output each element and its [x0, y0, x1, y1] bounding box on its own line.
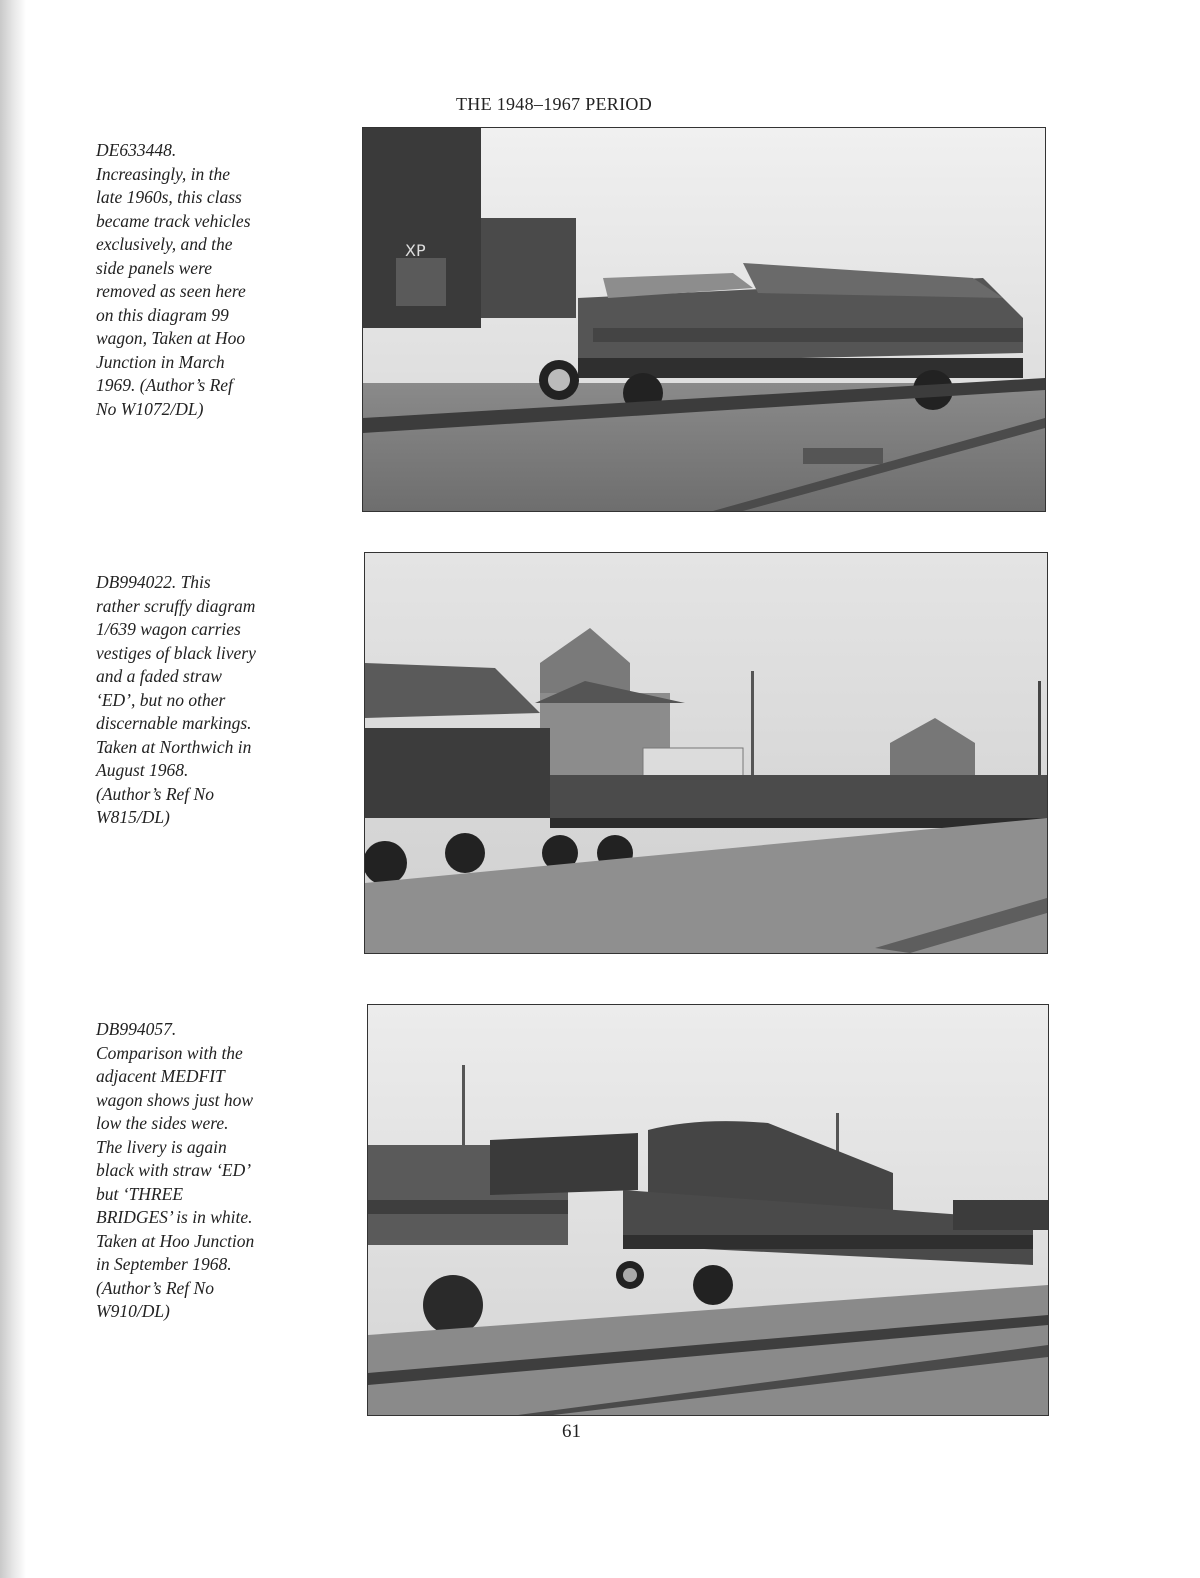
caption-2 [96, 571, 306, 830]
caption-line: Increasingly, in the [96, 163, 230, 184]
caption-line: The livery is again [96, 1136, 227, 1157]
caption-line: exclusively, and the [96, 234, 233, 254]
caption-line: Comparison with the [96, 1042, 243, 1063]
caption-line: side panels were [96, 257, 212, 278]
caption-line: black with straw ‘ED’ [96, 1160, 252, 1180]
caption-line: ‘ED’, but no other [96, 689, 226, 710]
caption-line: vestiges of black livery [96, 642, 256, 663]
caption-line: DE633448. [96, 140, 177, 160]
photo-de633448-image [363, 128, 1045, 511]
binding-shadow [0, 0, 26, 1578]
caption-line: DB994022. This [96, 572, 211, 592]
caption-line: Taken at Hoo Junction [96, 1230, 255, 1251]
caption-line: adjacent MEDFIT [96, 1066, 225, 1086]
caption-line: BRIDGES’ is in white. [96, 1207, 253, 1227]
caption-line: No W1072/DL) [96, 398, 204, 419]
photo-db994057-image [368, 1005, 1048, 1415]
caption-line: DB994057. [96, 1019, 177, 1039]
page-number: 61 [562, 1421, 581, 1442]
photo-db994057 [367, 1004, 1049, 1416]
caption-line: rather scruffy diagram [96, 595, 256, 616]
caption-line: but ‘THREE [96, 1183, 184, 1204]
svg-text:XP: XP [405, 241, 426, 260]
caption-line: in September 1968. [96, 1254, 232, 1274]
caption-line: Junction in March [96, 351, 225, 372]
caption-line: discernable markings. [96, 713, 252, 733]
caption-line: (Author’s Ref No [96, 783, 214, 804]
caption-line: low the sides were. [96, 1113, 229, 1133]
caption-line: 1969. (Author’s Ref [96, 375, 233, 395]
caption-line: late 1960s, this class [96, 187, 242, 207]
caption-line: and a faded straw [96, 666, 222, 686]
caption-line: removed as seen here [96, 281, 246, 301]
caption-line: became track vehicles [96, 210, 251, 231]
caption-line: 1/639 wagon carries [96, 619, 241, 639]
running-head: THE 1948–1967 PERIOD [456, 94, 652, 114]
caption-line: W910/DL) [96, 1301, 170, 1321]
caption-line: August 1968. [96, 760, 189, 780]
caption-3 [96, 1018, 306, 1324]
photo-db994022-image [365, 553, 1047, 953]
caption-1 [96, 139, 306, 421]
photo-db994022 [364, 552, 1048, 954]
caption-line: W815/DL) [96, 807, 170, 827]
caption-line: on this diagram 99 [96, 304, 229, 325]
photo-de633448 [362, 127, 1046, 512]
caption-line: wagon shows just how [96, 1089, 254, 1110]
caption-line: Taken at Northwich in [96, 736, 252, 757]
caption-line: (Author’s Ref No [96, 1277, 214, 1298]
caption-line: wagon, Taken at Hoo [96, 328, 246, 348]
